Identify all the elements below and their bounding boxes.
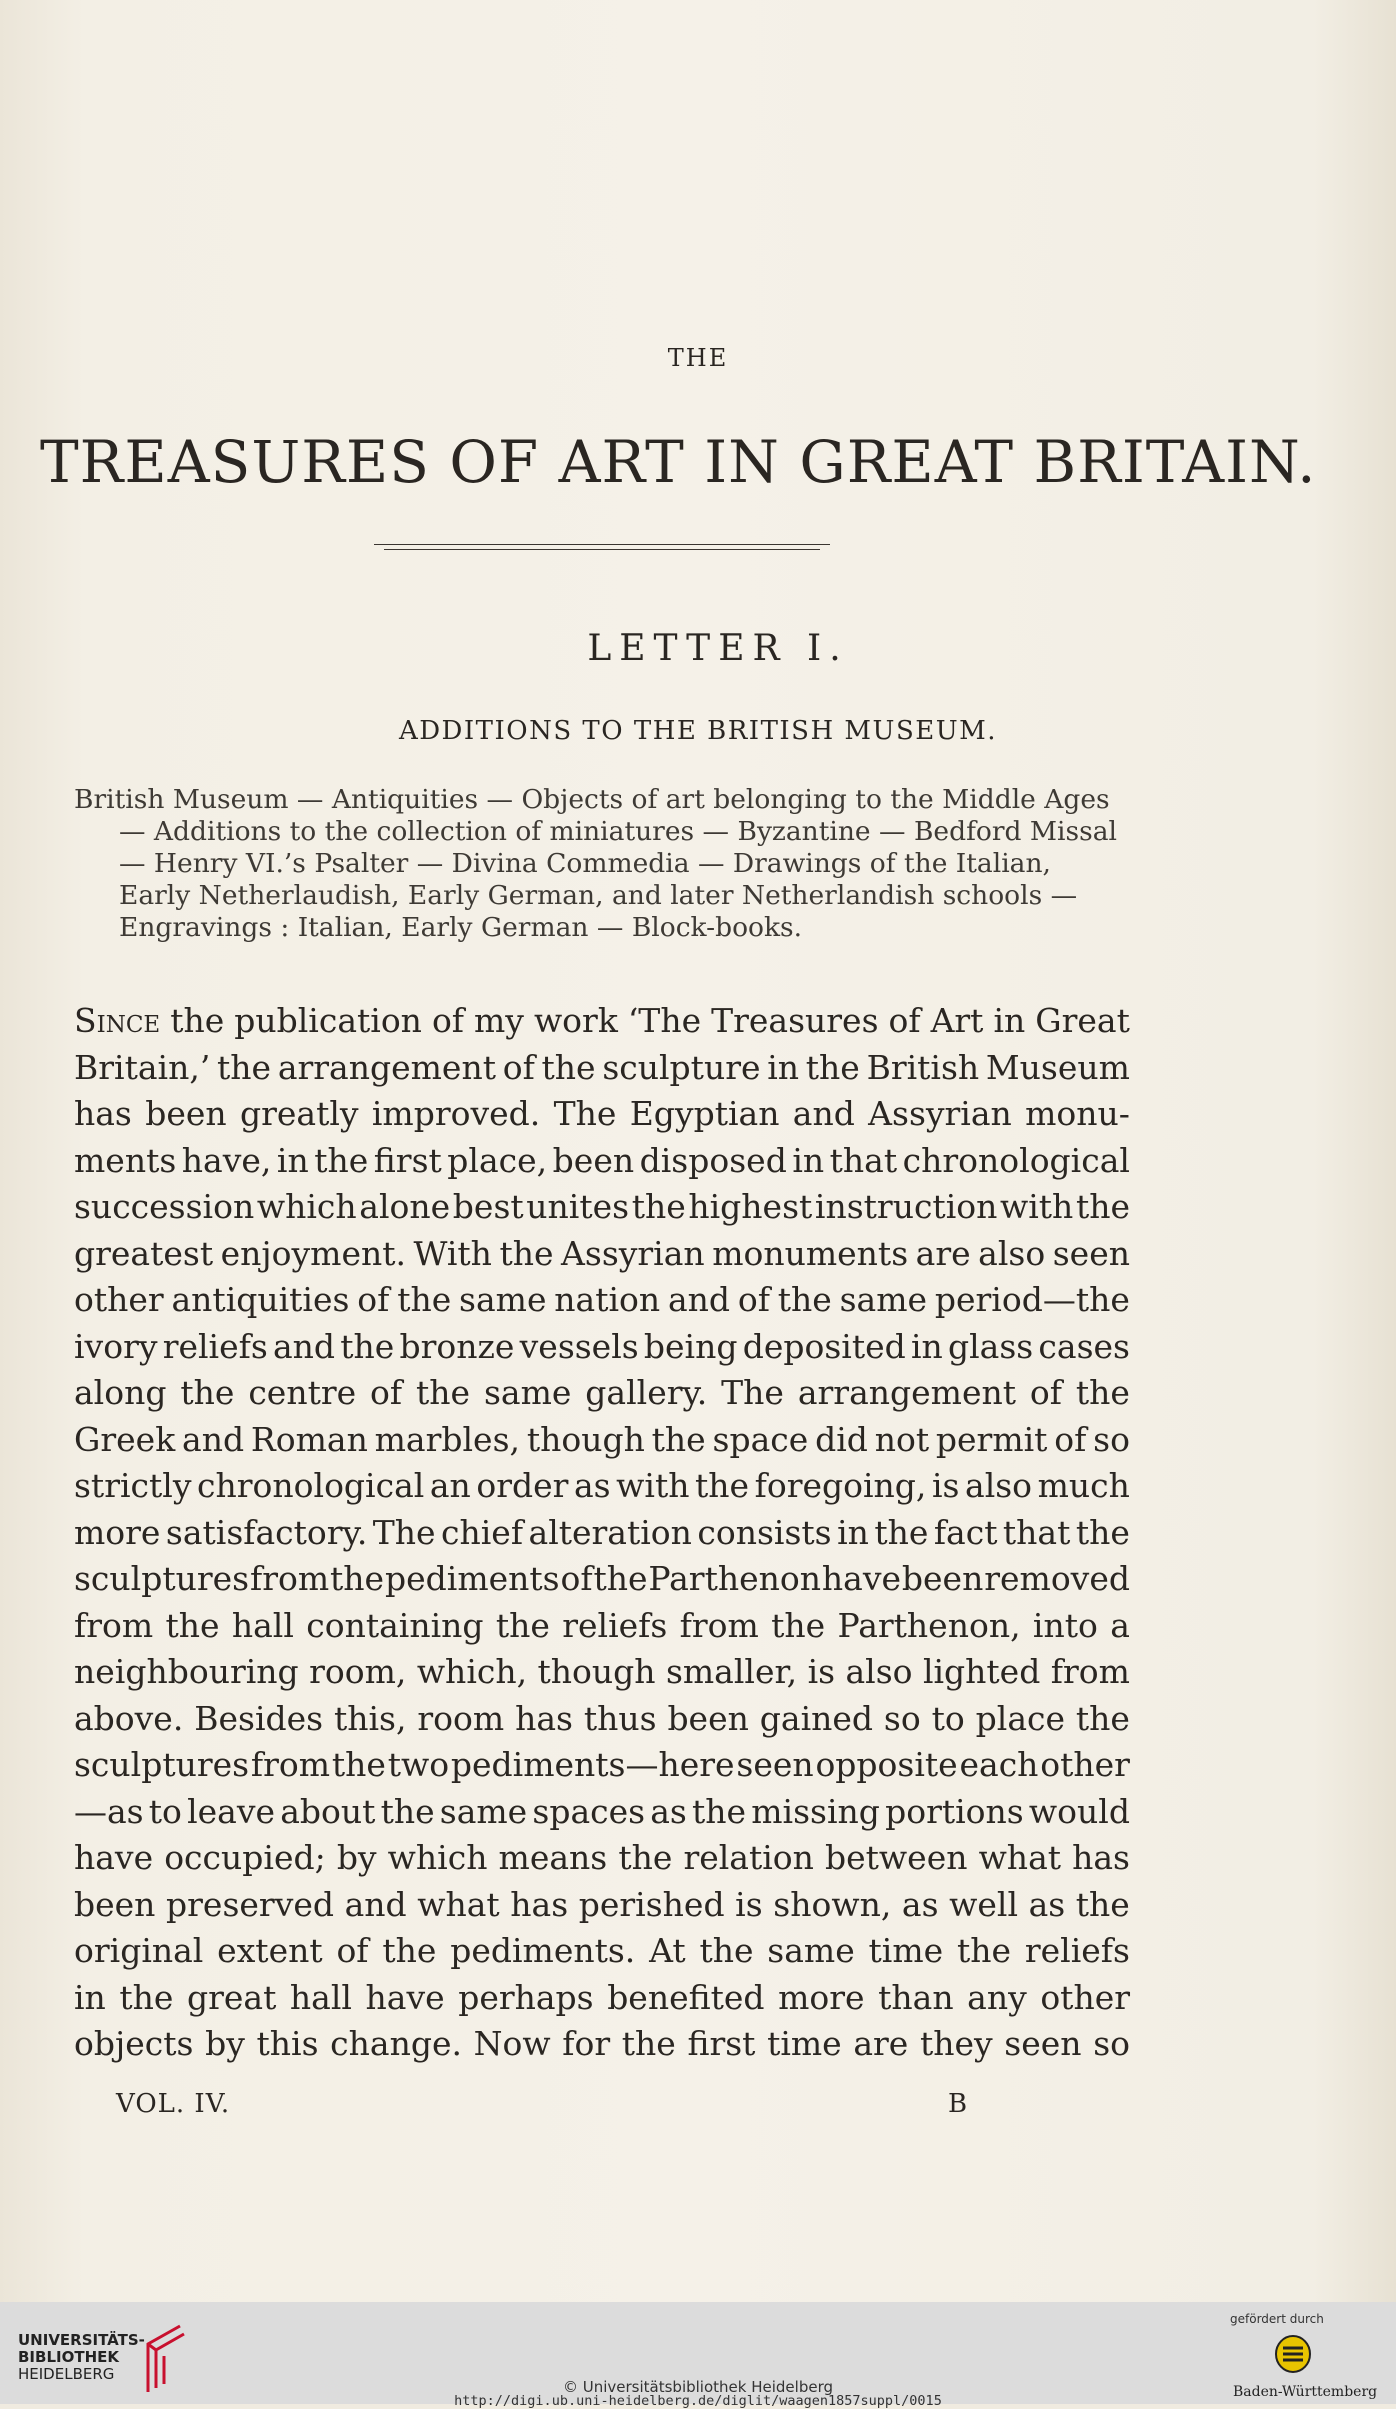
word: and [272, 1326, 336, 1366]
word: has [1072, 1838, 1130, 1877]
word: my [474, 1001, 524, 1040]
word: Assyrian [561, 1233, 705, 1273]
word: of [560, 1559, 593, 1598]
word: though [537, 1652, 656, 1691]
word: spaces [532, 1791, 646, 1831]
volume-footer: VOL. IV. [116, 2089, 231, 2119]
word: Museum [985, 1047, 1130, 1087]
word: have, [181, 1140, 272, 1180]
word: also [978, 1233, 1046, 1273]
word: extent [217, 1931, 323, 1970]
body-line [74, 1742, 1130, 1789]
word: means [498, 1838, 608, 1877]
word: as [650, 1791, 687, 1831]
word: as [901, 1884, 939, 1924]
word: Treasures [711, 1001, 879, 1040]
body-line [74, 2021, 1130, 2068]
word: though [526, 1419, 645, 1459]
section-title: ADDITIONS TO THE BRITISH MUSEUM. [398, 716, 998, 746]
word: place [975, 1698, 1066, 1738]
word: The [721, 1373, 784, 1412]
word: the [957, 1931, 1012, 1970]
word: of [1029, 1373, 1062, 1412]
word: the [340, 1326, 395, 1366]
summary-line: — Additions to the collection of miniatures — Byzantine — Bedford Missal [119, 816, 1117, 847]
word: chief [441, 1512, 524, 1552]
word: glass [947, 1326, 1034, 1366]
word: have [821, 1559, 901, 1598]
body-line [74, 1231, 1130, 1278]
word: arrangement [797, 1373, 1016, 1412]
word: as [573, 1466, 611, 1505]
word: any [967, 1977, 1027, 2017]
word: opposite [815, 1745, 958, 1784]
word: place, [447, 1140, 548, 1180]
word: Britain,’ [74, 1047, 211, 1087]
word: being [643, 1326, 738, 1366]
word: and [182, 1419, 245, 1459]
word: each [959, 1745, 1039, 1784]
word: seen [736, 1745, 814, 1784]
word: chronological [902, 1140, 1130, 1180]
body-line [74, 1928, 1130, 1975]
title-kicker: THE [667, 344, 729, 372]
word: Assyrian [868, 1094, 1012, 1133]
summary-line: British Museum — Antiquities — Objects of art belonging to the Middle Ages [74, 784, 1110, 815]
word: in [993, 1001, 1026, 1040]
word: been [552, 1140, 635, 1180]
word: With [413, 1233, 492, 1273]
word: best [452, 1187, 524, 1226]
word: the [631, 1187, 686, 1226]
word: also [965, 1466, 1033, 1505]
word: the [771, 1605, 826, 1645]
word: greatest [74, 1233, 214, 1273]
word: containing [306, 1605, 484, 1645]
body-line [74, 1835, 1130, 1882]
word: same [767, 1931, 855, 1970]
body-line [74, 1184, 1130, 1231]
word: thus [583, 1698, 657, 1738]
body-line [74, 1277, 1130, 1324]
word: pediments [384, 1559, 560, 1598]
word: the [314, 1140, 369, 1180]
word: the [499, 1233, 554, 1273]
library-name-line: BIBLIOTHEK [18, 2348, 119, 2366]
word: the [382, 1931, 437, 1970]
signature-mark: B [948, 2089, 968, 2119]
body-line [74, 1370, 1130, 1417]
library-name [18, 2332, 145, 2383]
body-line [74, 1882, 1130, 1929]
word: of [336, 1931, 369, 1970]
summary-line: — Henry VI.’s Psalter — Divina Commedia — Drawings of the Italian, [119, 848, 1051, 879]
summary-line: Early Netherlaudish, Early German, and later Netherlandish schools — [119, 880, 1078, 911]
word: that [829, 1140, 898, 1180]
word: the [1075, 1187, 1130, 1226]
word: ivory [74, 1326, 158, 1366]
copyright-notice: © Universitätsbibliothek Heidelberg [562, 2378, 833, 2396]
word: which [387, 1838, 488, 1877]
word: The [553, 1094, 617, 1133]
word: other [1040, 1977, 1130, 2017]
word: space [712, 1419, 809, 1459]
word: an [429, 1466, 471, 1505]
word: so [1093, 2024, 1130, 2063]
word: seen [1052, 1233, 1130, 1273]
body-line [74, 1091, 1130, 1138]
word: neighbouring [74, 1652, 299, 1691]
word: not [874, 1419, 930, 1459]
word: to [148, 1791, 182, 1831]
word: did [815, 1419, 868, 1459]
word: Parthenon, [837, 1605, 1021, 1645]
word: deposited [742, 1326, 906, 1366]
word: ‘The [627, 1001, 702, 1040]
word: the [1075, 1373, 1130, 1412]
word: permit [935, 1419, 1048, 1459]
body-line [74, 1649, 1130, 1696]
word: marbles, [374, 1419, 521, 1459]
word: been [667, 1698, 749, 1738]
word: the [699, 1931, 754, 1970]
word: much [1037, 1466, 1130, 1505]
word: occupied; [164, 1838, 326, 1877]
word: from [250, 1559, 330, 1598]
body-line [74, 1696, 1130, 1743]
word: this, [333, 1698, 407, 1738]
word: same [483, 1373, 572, 1412]
state-coat-of-arms-icon [1273, 2332, 1313, 2376]
word: and [344, 1884, 407, 1924]
word: along [74, 1373, 167, 1412]
word: sculpture [602, 1047, 761, 1087]
word: removed [984, 1559, 1130, 1598]
word: the [397, 1280, 452, 1319]
word: seen [1004, 2024, 1082, 2063]
word: time [767, 2024, 842, 2063]
word: order [476, 1466, 569, 1505]
word: more [74, 1512, 161, 1552]
word: which [256, 1187, 357, 1226]
word: by [205, 2024, 245, 2063]
word: missing [751, 1791, 880, 1831]
word: perhaps [458, 1977, 594, 2017]
word: they [919, 2024, 993, 2063]
word: reliefs [562, 1605, 668, 1645]
word: two [387, 1745, 450, 1784]
word: benefited [607, 1977, 765, 2017]
word: for [562, 2024, 611, 2063]
word: from [250, 1745, 331, 1784]
word: gallery. [585, 1373, 708, 1412]
word: first [687, 2024, 756, 2063]
word: and [667, 1280, 731, 1319]
word: pediments. [450, 1931, 636, 1970]
word: shown, [773, 1884, 892, 1924]
body-line [74, 1045, 1130, 1092]
word: pediments—here [450, 1745, 735, 1784]
word: that [1002, 1512, 1071, 1552]
word: the [651, 1419, 706, 1459]
word: also [845, 1652, 913, 1691]
word: the [170, 1001, 225, 1040]
word: same [839, 1280, 928, 1319]
word: with [1000, 1187, 1074, 1226]
word: what [978, 1838, 1061, 1877]
word: has [74, 1094, 132, 1133]
word: disposed [639, 1140, 787, 1180]
word: of [502, 1047, 535, 1087]
word: into [1032, 1605, 1098, 1645]
word: from [1050, 1652, 1130, 1691]
word: the [330, 1559, 385, 1598]
word: same [439, 1791, 528, 1831]
word: from [679, 1605, 759, 1645]
drop-word: Since [74, 1001, 161, 1040]
word: than [878, 1977, 954, 2017]
letter-heading: LETTER I. [587, 628, 849, 669]
body-line [74, 1603, 1130, 1650]
word: British [866, 1047, 980, 1087]
word: the [593, 1559, 648, 1598]
word: by [336, 1838, 377, 1877]
word: this [256, 2024, 319, 2063]
body-line [74, 998, 1130, 1045]
digitization-banner [0, 2302, 1396, 2409]
word: highest [688, 1187, 813, 1226]
word: arrangement [277, 1047, 496, 1087]
word: well [949, 1884, 1018, 1924]
word: The [372, 1512, 436, 1552]
word: unites [526, 1187, 630, 1226]
word: the [1075, 1512, 1130, 1552]
word: Besides [194, 1698, 324, 1738]
word: relation [683, 1838, 814, 1877]
word: the [805, 1047, 860, 1087]
word: the [692, 1791, 747, 1831]
word: of [737, 1280, 770, 1319]
word: change. [330, 2024, 462, 2063]
word: has [510, 1884, 569, 1924]
word: preserved [166, 1884, 334, 1924]
word: above. [74, 1698, 184, 1738]
word: is [807, 1652, 836, 1691]
word: leave [187, 1791, 276, 1831]
word: has [515, 1698, 573, 1738]
word: vessels [519, 1326, 639, 1366]
word: been [74, 1884, 156, 1924]
word: have [74, 1838, 154, 1877]
word: been [145, 1094, 227, 1133]
word: a [1110, 1605, 1130, 1645]
word: Parthenon [648, 1559, 821, 1598]
word: enjoyment. [220, 1233, 406, 1273]
word: lighted [922, 1652, 1041, 1691]
word: in [910, 1326, 943, 1366]
word: in [276, 1140, 309, 1180]
word: ments [74, 1140, 177, 1180]
word: bronze [399, 1326, 515, 1366]
word: the [495, 1605, 550, 1645]
word: foregoing, [754, 1466, 927, 1505]
word: what [417, 1884, 500, 1924]
word: work [533, 1001, 618, 1040]
word: hall [231, 1605, 294, 1645]
body-line [74, 1324, 1130, 1371]
word: Greek [74, 1419, 176, 1459]
word: monu- [1025, 1094, 1130, 1133]
word: sculptures [74, 1559, 250, 1598]
word: smaller, [665, 1652, 798, 1691]
word: the [618, 1838, 673, 1877]
body-line [74, 1556, 1130, 1603]
word: with [616, 1466, 690, 1505]
word: strictly [74, 1466, 192, 1505]
word: room, [309, 1652, 407, 1691]
word: of [431, 1001, 465, 1040]
word: At [649, 1931, 686, 1970]
body-line [74, 1510, 1130, 1557]
library-name-line: HEIDELBERG [18, 2365, 115, 2383]
word: —as [74, 1791, 144, 1831]
word: alone [359, 1187, 451, 1226]
word: perished [578, 1884, 725, 1924]
word: in [767, 1047, 800, 1087]
word: Great [1035, 1001, 1130, 1040]
chapter-summary [74, 784, 1130, 944]
word: reliefs [1024, 1931, 1130, 1970]
word: the [217, 1047, 272, 1087]
word: publication [234, 1001, 422, 1040]
word: is [735, 1884, 763, 1924]
word: the [416, 1373, 471, 1412]
word: the [874, 1512, 929, 1552]
word: first [373, 1140, 442, 1180]
word: monuments [712, 1233, 909, 1273]
word: of [370, 1373, 403, 1412]
word: cases [1038, 1326, 1130, 1366]
body-text [74, 998, 1130, 2068]
word: antiquities [171, 1280, 350, 1319]
body-line [74, 1417, 1130, 1464]
word: the [119, 1977, 174, 2017]
word: room [417, 1698, 505, 1738]
source-url-link[interactable]: http://digi.ub.uni-heidelberg.de/diglit/waagen1857suppl/0015 [454, 2393, 942, 2409]
word: gained [759, 1698, 874, 1738]
word: would [1028, 1791, 1130, 1831]
word: objects [74, 2024, 194, 2063]
word: great [186, 1977, 277, 2017]
word: other [1040, 1745, 1130, 1784]
word: the [380, 1791, 435, 1831]
word: are [853, 2024, 909, 2063]
word: period—the [934, 1280, 1130, 1319]
word: about [280, 1791, 376, 1831]
word: greatly [239, 1094, 359, 1133]
word: alteration [528, 1512, 692, 1552]
library-name-line: UNIVERSITÄTS- [18, 2331, 145, 2349]
word: been [901, 1559, 984, 1598]
word: in [792, 1140, 825, 1180]
sponsor-name: Baden-Württemberg [1233, 2384, 1378, 2400]
word: the [180, 1373, 235, 1412]
word: Art [930, 1001, 984, 1040]
title-rule-bottom [384, 549, 820, 550]
word: reliefs [162, 1326, 268, 1366]
word: the [165, 1605, 220, 1645]
word: to [931, 1698, 965, 1738]
word: of [357, 1280, 390, 1319]
word: succession [74, 1187, 255, 1226]
word: portions [885, 1791, 1024, 1831]
summary-line: Engravings : Italian, Early German — Block-books. [119, 912, 803, 943]
word: and [792, 1094, 855, 1133]
word: in [74, 1977, 106, 2017]
word: the [541, 1047, 596, 1087]
word: the [331, 1745, 386, 1784]
word: are [915, 1233, 971, 1273]
body-line [74, 1789, 1130, 1836]
word: of [888, 1001, 921, 1040]
title-rule-top [374, 544, 830, 545]
word: Now [473, 2024, 551, 2063]
word: so [883, 1698, 921, 1738]
word: more [778, 1977, 865, 2017]
word: instruction [814, 1187, 998, 1226]
word: is [931, 1466, 960, 1505]
word: of [1054, 1419, 1087, 1459]
word: nation [554, 1280, 661, 1319]
word: sculptures [74, 1745, 250, 1784]
word: other [74, 1280, 164, 1319]
word: time [868, 1931, 944, 1970]
body-line [74, 1138, 1130, 1185]
book-title: TREASURES OF ART IN GREAT BRITAIN. [40, 428, 1317, 496]
word: between [825, 1838, 968, 1877]
word: in [837, 1512, 869, 1552]
word: from [74, 1605, 154, 1645]
word: same [459, 1280, 547, 1319]
word: the [777, 1280, 832, 1319]
word: satisfactory. [165, 1512, 368, 1552]
word: chronological [197, 1466, 425, 1505]
word: which, [416, 1652, 528, 1691]
word: so [1093, 1419, 1130, 1459]
body-line [74, 1975, 1130, 2022]
word: centre [248, 1373, 357, 1412]
word: the [1075, 1698, 1130, 1738]
word: fact [933, 1512, 998, 1552]
body-line [74, 1463, 1130, 1510]
word: have [365, 1977, 445, 2017]
word: the [1075, 1884, 1130, 1924]
word: consists [697, 1512, 832, 1552]
word: hall [289, 1977, 352, 2017]
word: original [74, 1931, 204, 1970]
word: as [1028, 1884, 1066, 1924]
word: the [695, 1466, 750, 1505]
word: Egyptian [629, 1094, 780, 1133]
word: the [621, 2024, 676, 2063]
word: improved. [371, 1094, 541, 1133]
word: Roman [250, 1419, 368, 1459]
sponsor-label: gefördert durch [1230, 2312, 1324, 2326]
